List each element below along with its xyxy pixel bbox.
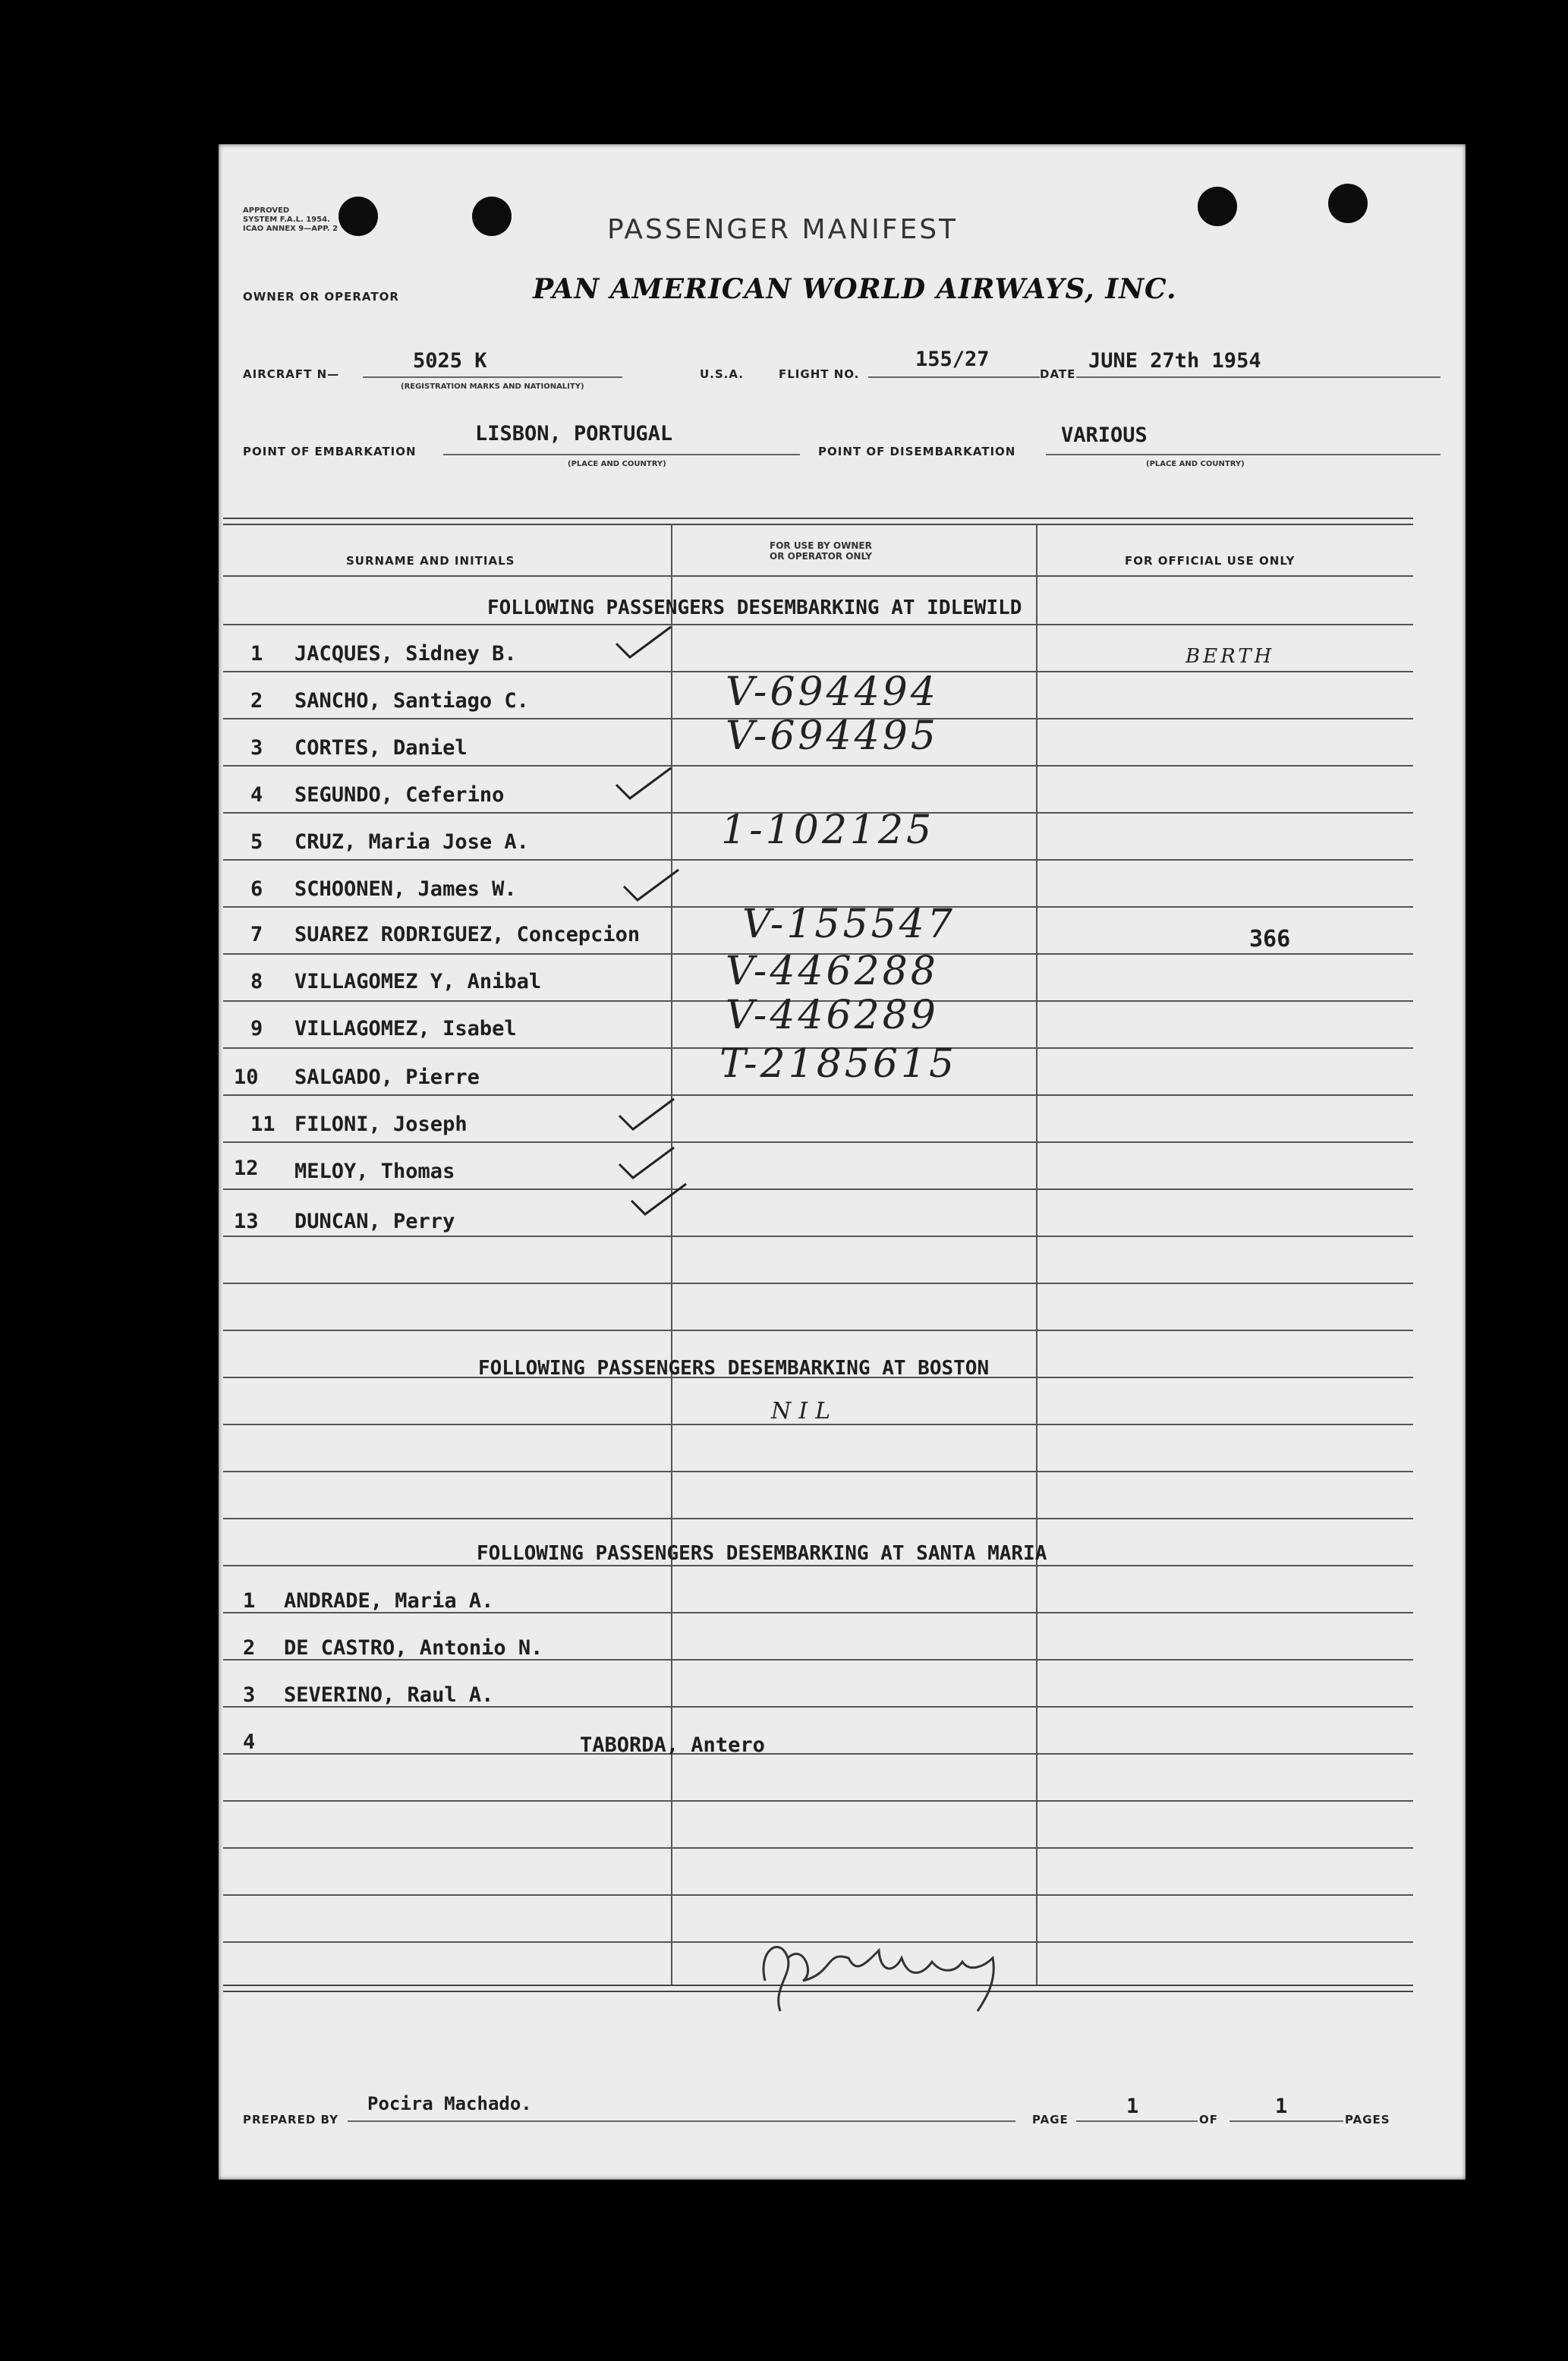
visa-number: 1-102125 — [721, 807, 935, 853]
aircraft-number: 5025 K — [413, 349, 487, 373]
passenger-num: 10 — [234, 1066, 259, 1089]
row-rule — [223, 1330, 1413, 1331]
row-rule — [223, 1283, 1413, 1284]
row-rule — [223, 1753, 1413, 1755]
page-total: 1 — [1275, 2095, 1288, 2118]
visa-number: V-446288 — [726, 949, 939, 994]
column-divider — [671, 524, 672, 1985]
date-label: DATE — [1040, 367, 1076, 381]
passenger-name: CRUZ, Maria Jose A. — [294, 830, 529, 854]
official-note-berth: BERTH — [1185, 645, 1275, 668]
passenger-num: 9 — [250, 1017, 263, 1040]
passenger-num: 1 — [250, 642, 263, 666]
passenger-name: CORTES, Daniel — [294, 736, 468, 760]
passenger-name: MELOY, Thomas — [294, 1160, 455, 1183]
page-label: PAGE — [1032, 2113, 1069, 2126]
section-heading-boston: FOLLOWING PASSENGERS DESEMBARKING AT BOSTON — [478, 1357, 990, 1380]
passenger-name: VILLAGOMEZ, Isabel — [294, 1017, 517, 1040]
passenger-name: VILLAGOMEZ Y, Anibal — [294, 970, 542, 993]
passenger-num: 11 — [250, 1113, 276, 1136]
col-surname: SURNAME AND INITIALS — [346, 554, 515, 568]
form-title: PASSENGER MANIFEST — [607, 214, 959, 245]
passenger-name: ANDRADE, Maria A. — [284, 1589, 494, 1613]
row-rule — [223, 1847, 1413, 1849]
check-mark-icon — [613, 624, 674, 662]
check-mark-icon — [616, 1144, 677, 1182]
punch-hole — [1198, 187, 1237, 226]
col-owner-use: FOR USE BY OWNER — [770, 540, 872, 551]
place-note: (PLACE AND COUNTRY) — [1146, 460, 1245, 468]
column-divider — [1036, 524, 1037, 1985]
flight-number: 155/27 — [915, 348, 990, 371]
passenger-name: SALGADO, Pierre — [294, 1066, 480, 1089]
nil-note: NIL — [771, 1398, 839, 1424]
aircraft-label: AIRCRAFT N— — [243, 367, 340, 381]
official-number: 366 — [1249, 926, 1291, 952]
header-rule — [223, 518, 1413, 525]
passenger-num: 13 — [234, 1210, 259, 1233]
underline — [1076, 376, 1440, 378]
officer-signature — [742, 1928, 1031, 2019]
visa-number: T-2185615 — [719, 1041, 958, 1087]
visa-number: V-155547 — [742, 902, 956, 947]
passenger-name: DE CASTRO, Antonio N. — [284, 1636, 543, 1660]
row-rule — [223, 765, 1413, 767]
passenger-num: 3 — [250, 736, 263, 760]
punch-hole — [472, 197, 512, 236]
col-official: FOR OFFICIAL USE ONLY — [1125, 554, 1296, 568]
passenger-num: 1 — [243, 1589, 256, 1613]
pages-label: PAGES — [1345, 2113, 1390, 2126]
check-mark-icon — [613, 765, 674, 803]
row-rule — [223, 575, 1413, 577]
passenger-num: 4 — [250, 783, 263, 807]
passenger-name: SEGUNDO, Ceferino — [294, 783, 505, 807]
passenger-name: SUAREZ RODRIGUEZ, Concepcion — [294, 923, 641, 946]
place-note: (PLACE AND COUNTRY) — [568, 460, 666, 468]
row-rule — [223, 1094, 1413, 1096]
owner-label: OWNER OR OPERATOR — [243, 290, 399, 304]
passenger-name: FILONI, Joseph — [294, 1113, 468, 1136]
flight-date: JUNE 27th 1954 — [1088, 349, 1261, 373]
row-rule — [223, 1236, 1413, 1237]
row-rule — [223, 1894, 1413, 1896]
approval-line-2: SYSTEM F.A.L. 1954. — [243, 216, 330, 224]
approval-line-1: APPROVED — [243, 206, 290, 215]
disembarkation-label: POINT OF DISEMBARKATION — [818, 445, 1016, 458]
approval-line-3: ICAO ANNEX 9—APP. 2 — [243, 225, 338, 233]
visa-number: V-694495 — [726, 713, 939, 759]
page-number: 1 — [1126, 2095, 1139, 2118]
section-heading-santa-maria: FOLLOWING PASSENGERS DESEMBARKING AT SANTA MARIA — [477, 1542, 1047, 1565]
of-label: OF — [1199, 2113, 1218, 2126]
passenger-name: SEVERINO, Raul A. — [284, 1683, 494, 1707]
punch-hole — [1328, 184, 1368, 223]
passenger-name: JACQUES, Sidney B. — [294, 642, 517, 666]
passenger-num: 6 — [250, 877, 263, 901]
row-rule — [223, 1518, 1413, 1519]
passenger-name: DUNCAN, Perry — [294, 1210, 455, 1233]
passenger-num: 3 — [243, 1683, 256, 1707]
row-rule — [223, 859, 1413, 861]
row-rule — [223, 1800, 1413, 1802]
row-rule — [223, 1565, 1413, 1566]
passenger-num: 2 — [250, 689, 263, 713]
check-mark-icon — [616, 1096, 677, 1134]
underline — [443, 454, 800, 455]
row-rule — [223, 1141, 1413, 1143]
col-owner-use: OR OPERATOR ONLY — [770, 551, 872, 562]
passenger-num: 8 — [250, 970, 263, 993]
row-rule — [223, 624, 1413, 625]
embarkation-place: LISBON, PORTUGAL — [475, 422, 673, 445]
underline — [348, 2120, 1015, 2122]
prepared-by: Pocira Machado. — [367, 2093, 532, 2114]
row-rule — [223, 1188, 1413, 1190]
passenger-num: 7 — [250, 923, 263, 946]
underline — [1046, 454, 1440, 455]
manifest-sheet — [219, 144, 1466, 2180]
underline — [363, 376, 622, 378]
visa-number: V-694494 — [726, 669, 939, 715]
passenger-name: SCHOONEN, James W. — [294, 877, 517, 901]
row-rule — [223, 1471, 1413, 1472]
check-mark-icon — [628, 1181, 689, 1219]
visa-number: V-446289 — [726, 993, 939, 1038]
passenger-num: 5 — [250, 830, 263, 854]
underline — [868, 376, 1040, 378]
airline-name: PAN AMERICAN WORLD AIRWAYS, INC. — [533, 273, 1177, 305]
check-mark-icon — [621, 867, 682, 905]
passenger-num: 12 — [234, 1157, 259, 1180]
embarkation-label: POINT OF EMBARKATION — [243, 445, 417, 458]
registration-note: (REGISTRATION MARKS AND NATIONALITY) — [401, 382, 584, 391]
punch-hole — [338, 197, 378, 236]
flight-label: FLIGHT NO. — [779, 367, 860, 381]
passenger-name: TABORDA, Antero — [580, 1733, 765, 1757]
prepared-label: PREPARED BY — [243, 2113, 338, 2126]
passenger-name: SANCHO, Santiago C. — [294, 689, 529, 713]
section-heading-idlewild: FOLLOWING PASSENGERS DESEMBARKING AT IDLEWILD — [487, 597, 1022, 619]
passenger-num: 4 — [243, 1730, 256, 1754]
passenger-num: 2 — [243, 1636, 256, 1660]
underline — [1230, 2120, 1343, 2122]
country: U.S.A. — [700, 367, 744, 381]
underline — [1076, 2120, 1198, 2122]
disembarkation-place: VARIOUS — [1061, 423, 1148, 447]
